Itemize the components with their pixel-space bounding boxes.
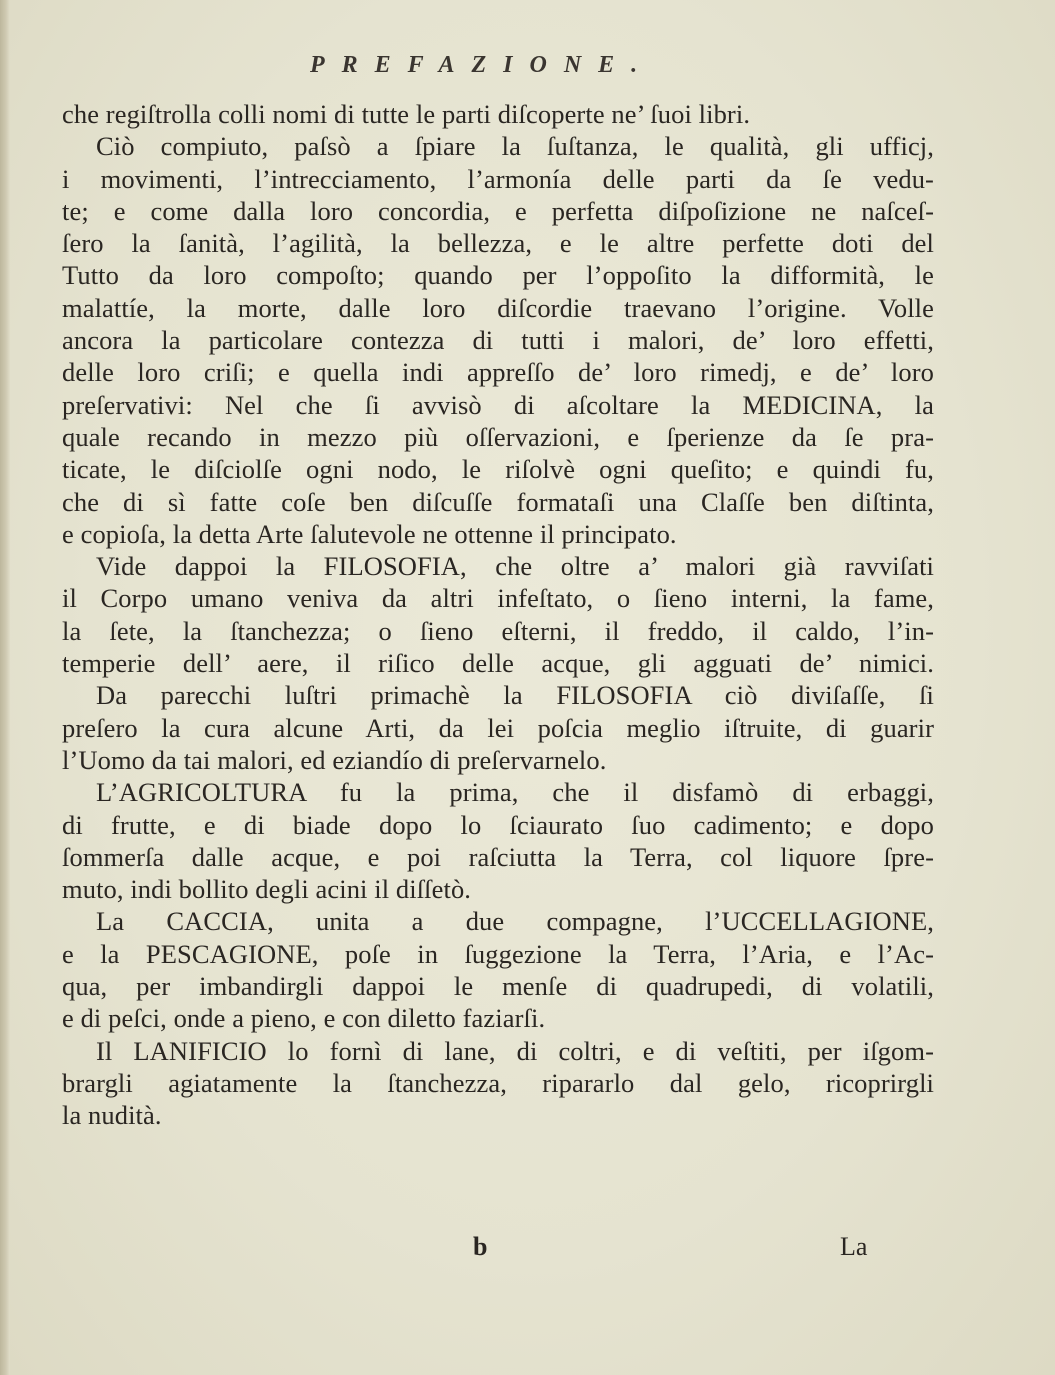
catchword: La xyxy=(840,1232,868,1261)
text-line: e la PESCAGIONE, poſe in ſuggezione la Terra, l’Aria, e l’Ac- xyxy=(62,938,934,969)
text-line: di frutte, e di biade dopo lo ſciaurato ſuo cadimento; e dopo xyxy=(62,809,934,840)
text-line: Da parecchi luſtri primachè la FILOSOFIA ciò diviſaſſe, ſi xyxy=(96,680,934,711)
text-line: ancora la particolare contezza di tutti i malori, de’ loro effetti, xyxy=(62,325,934,356)
text-line: Il LANIFICIO lo fornì di lane, di coltri, e di veſtiti, per iſgom- xyxy=(96,1035,934,1066)
text-line: il Corpo umano veniva da altri infeſtato, o ſieno interni, la fame, xyxy=(62,583,934,614)
text-line: preſervativi: Nel che ſi avvisò di aſcoltare la MEDICINA, la xyxy=(62,389,934,420)
text-line: Ciò compiuto, paſsò a ſpiare la ſuſtanza, le qualità, gli ufficj, xyxy=(96,131,934,162)
text-line: te; e come dalla loro concordia, e perfetta diſpoſizione ne naſceſ- xyxy=(62,195,934,226)
text-line: ſero la ſanità, l’agilità, la bellezza, e le altre perfette doti del xyxy=(62,228,934,259)
text-line: malattíe, la morte, dalle loro diſcordie traevano l’origine. Volle xyxy=(62,292,934,323)
text-line: preſero la cura alcune Arti, da lei poſcia meglio iſtruite, di guarir xyxy=(62,712,934,743)
page-footer xyxy=(10,1232,1055,1272)
text-line: La CACCIA, unita a due compagne, l’UCCELLAGIONE, xyxy=(96,906,934,937)
text-line: e copioſa, la detta Arte ſalutevole ne ottenne il principato. xyxy=(62,518,677,549)
text-line: quale recando in mezzo più oſſervazioni, e ſperienze da ſe pra- xyxy=(62,421,934,452)
text-line: che regiſtrolla colli nomi di tutte le parti diſcoperte ne’ ſuoi libri. xyxy=(62,99,751,129)
text-line: muto, indi bollito degli acini il diſſetò. xyxy=(62,874,472,905)
running-head: PREFAZIONE. xyxy=(310,52,655,78)
text-line: i movimenti, l’intrecciamento, l’armonía delle parti da ſe vedu- xyxy=(62,163,934,194)
text-line: Vide dappoi la FILOSOFIA, che oltre a’ malori già ravviſati xyxy=(96,551,934,582)
text-line: qua, per imbandirgli dappoi le menſe di quadrupedi, di volatili, xyxy=(62,971,934,1002)
text-line: brargli agiatamente la ſtanchezza, ripararlo dal gelo, ricoprirgli xyxy=(62,1067,934,1098)
book-page xyxy=(10,0,1055,1375)
text-line: ticate, le diſciolſe ogni nodo, le riſolvè ogni queſito; e quindi fu, xyxy=(62,454,934,485)
signature-mark: b xyxy=(473,1232,488,1261)
text-line: la ſete, la ſtanchezza; o ſieno eſterni, il freddo, il caldo, l’in- xyxy=(62,615,934,646)
text-line: L’AGRICOLTURA fu la prima, che il disfamò di erbaggi, xyxy=(96,777,934,808)
text-line: temperie dell’ aere, il riſico delle acque, gli agguati de’ nimici. xyxy=(62,648,934,679)
page-binding-edge xyxy=(0,0,10,1375)
body-text xyxy=(62,98,934,1132)
text-line: e di peſci, onde a pieno, e con diletto faziarſi. xyxy=(62,1003,546,1034)
text-line: che di sì fatte coſe ben diſcuſſe formataſi una Claſſe ben diſtinta, xyxy=(62,486,934,517)
text-line: ſommerſa dalle acque, e poi raſciutta la Terra, col liquore ſpre- xyxy=(62,841,934,872)
text-line: Tutto da loro compoſto; quando per l’oppoſito la difformità, le xyxy=(62,260,934,291)
text-line: delle loro criſi; e quella indi appreſſo de’ loro rimedj, e de’ loro xyxy=(62,357,934,388)
text-line: l’Uomo da tai malori, ed eziandío di preſervarnelo. xyxy=(62,744,607,775)
text-line: la nudità. xyxy=(62,1100,162,1131)
